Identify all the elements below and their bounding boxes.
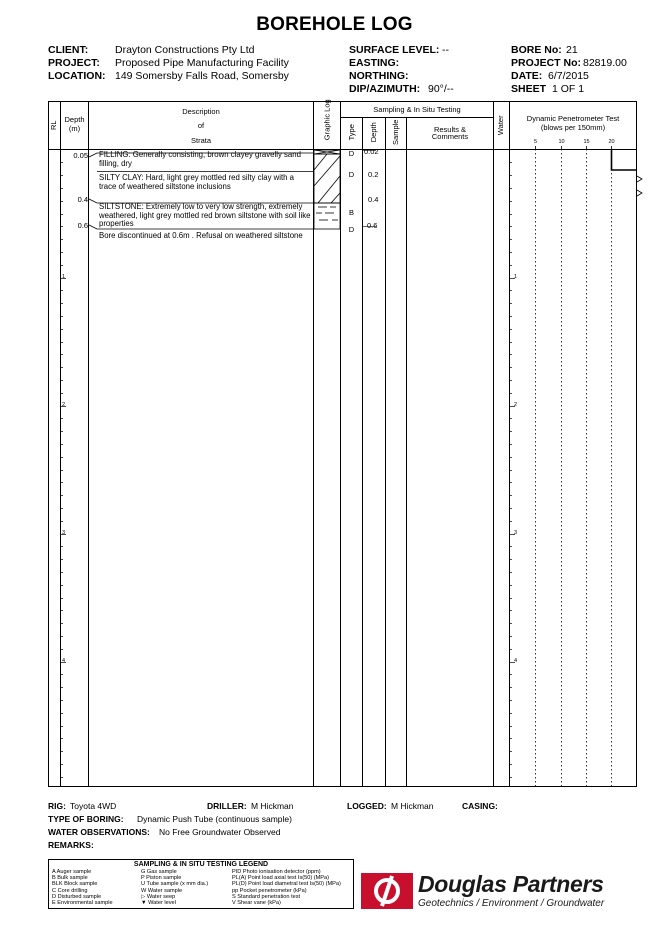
dcp-depth-mark: 3: [514, 530, 518, 536]
legend-item: ▷ Water seep: [141, 893, 176, 900]
project-label: PROJECT:: [48, 57, 100, 69]
surface-value: --: [442, 44, 449, 56]
location-value: 149 Somersby Falls Road, Somersby: [115, 70, 289, 82]
col-depth: Depth: [64, 115, 85, 124]
col-sample: Sample: [390, 119, 400, 145]
dcp-tick-5: 5: [533, 139, 538, 145]
legend-title: SAMPLING & IN SITU TESTING LEGEND: [133, 861, 269, 868]
page-title: BOREHOLE LOG: [256, 14, 413, 35]
legend-item: E Environmental sample: [52, 900, 113, 907]
sample-depth: 0.6: [367, 221, 378, 230]
legend-item: ▼ Water level: [141, 900, 176, 907]
col-type: Type: [346, 124, 356, 141]
legend-item: PL(D) Point load diametral test Is(50) (MPa): [232, 881, 341, 888]
dcp-tick-15: 15: [583, 139, 590, 145]
rig-label: RIG:: [48, 801, 66, 811]
northing-label: NORTHING:: [349, 70, 409, 82]
sampling-legend: [48, 859, 354, 909]
dip-value: 90°/--: [428, 83, 454, 95]
logged-label: LOGGED:: [347, 801, 387, 811]
remarks-label: REMARKS:: [48, 840, 94, 850]
col-rl: RL: [48, 120, 58, 131]
date-value: 6/7/2015: [548, 70, 589, 82]
stratum-depth: 0.05: [73, 151, 88, 160]
surface-label: SURFACE LEVEL:: [349, 44, 440, 56]
depth-mark: 3: [62, 530, 66, 536]
water-obs-label: WATER OBSERVATIONS:: [48, 827, 150, 837]
col-comments: Comments: [431, 132, 469, 141]
douglas-partners-logo-icon: [361, 873, 413, 909]
depth-mark: 2: [62, 402, 66, 408]
dcp-tick-20: 20: [608, 139, 615, 145]
col-sampling: Sampling & In Situ Testing: [373, 105, 461, 114]
project-value: Proposed Pipe Manufacturing Facility: [115, 57, 289, 69]
logo-tagline: Geotechnics / Environment / Groundwater: [418, 898, 605, 909]
legend-item: P Piston sample: [141, 875, 182, 882]
dcp-tick-10: 10: [558, 139, 565, 145]
sample-depth: 0.02: [364, 147, 379, 156]
col-dcp: Dynamic Penetrometer Test: [526, 114, 620, 123]
legend-item: G Gas sample: [141, 869, 177, 875]
legend-item: S Standard penetration test: [232, 893, 301, 900]
client-label: CLIENT:: [48, 44, 89, 56]
dcp-depth-mark: 2: [514, 402, 518, 408]
driller-label: DRILLER:: [207, 801, 247, 811]
depth-mark: 4: [62, 658, 66, 664]
sheet-label: SHEET: [511, 83, 547, 95]
project-no-label: PROJECT No:: [511, 57, 582, 69]
depth-mark: 1: [62, 274, 66, 280]
col-strata: Strata: [190, 136, 211, 145]
sample-depth: 0.2: [368, 170, 379, 179]
col-description-of: of: [197, 121, 205, 130]
casing-label: CASING:: [462, 801, 498, 811]
legend-item: B Bulk sample: [52, 875, 88, 882]
stratum-depth: 0.4: [77, 195, 88, 204]
sample-depth: 0.4: [368, 195, 379, 204]
sheet-value: 1 OF 1: [552, 83, 585, 95]
client-value: Drayton Constructions Pty Ltd: [115, 44, 255, 56]
legend-item: PID Photo ionisation detector (ppm): [232, 869, 321, 875]
boring-value: Dynamic Push Tube (continuous sample): [137, 814, 292, 824]
bore-label: BORE No:: [511, 44, 562, 56]
legend-item: D Disturbed sample: [52, 893, 102, 900]
sample-type: D: [348, 225, 355, 234]
legend-item: PL(A) Point load axial test Is(50) (MPa): [232, 875, 329, 882]
col-water: Water: [495, 115, 505, 136]
legend-item: A Auger sample: [52, 869, 92, 875]
stratum-description: FILLING: Generally consisting, brown clayey gravelly sand filling, dry: [99, 150, 301, 168]
logo-name: Douglas Partners: [418, 871, 604, 897]
date-label: DATE:: [511, 70, 543, 82]
stratum-depth: 0.6: [77, 221, 88, 230]
col-graphic-log: Graphic Log: [322, 99, 332, 141]
bore-value: 21: [566, 44, 578, 56]
boring-label: TYPE OF BORING:: [48, 814, 124, 824]
rig-value: Toyota 4WD: [70, 801, 117, 811]
col-dcp-units: (blows per 150mm): [540, 123, 606, 132]
project-no-value: 82819.00: [583, 57, 627, 69]
sample-type: D: [348, 170, 355, 179]
driller-value: M Hickman: [251, 801, 294, 811]
sample-type: D: [348, 149, 355, 158]
legend-item: pp Pocket penetrometer (kPa): [232, 887, 307, 894]
logged-value: M Hickman: [391, 801, 434, 811]
legend-item: BLK Block sample: [52, 881, 98, 888]
sample-type: B: [348, 208, 354, 217]
legend-item: C Core drilling: [52, 887, 88, 894]
stratum-description: Bore discontinued at 0.6m . Refusal on weathered siltstone: [99, 231, 303, 240]
dcp-depth-mark: 1: [514, 274, 518, 280]
col-description: Description: [182, 107, 220, 116]
dcp-depth-mark: 4: [514, 658, 518, 664]
stratum-description: SILTY CLAY: Hard, light grey mottled red silty clay with a trace of weathered siltstone inclusions: [99, 173, 295, 191]
easting-label: EASTING:: [349, 57, 400, 69]
legend-item: W Water sample: [141, 887, 183, 894]
water-obs-value: No Free Groundwater Observed: [159, 827, 281, 837]
dip-label: DIP/AZIMUTH:: [349, 83, 421, 95]
legend-item: V Shear vane (kPa): [232, 900, 281, 907]
col-results: Results &: [433, 125, 467, 134]
col-depth-unit: (m): [68, 124, 81, 133]
stratum-description: SILTSTONE: Extremely low to very low strength, extremely weathered, light grey mottled red brown siltstone with soil like properties: [99, 202, 311, 229]
col-sample-depth: Depth: [368, 122, 378, 143]
legend-item: U Tube sample (x mm dia.): [141, 881, 209, 888]
location-label: LOCATION:: [48, 70, 106, 82]
